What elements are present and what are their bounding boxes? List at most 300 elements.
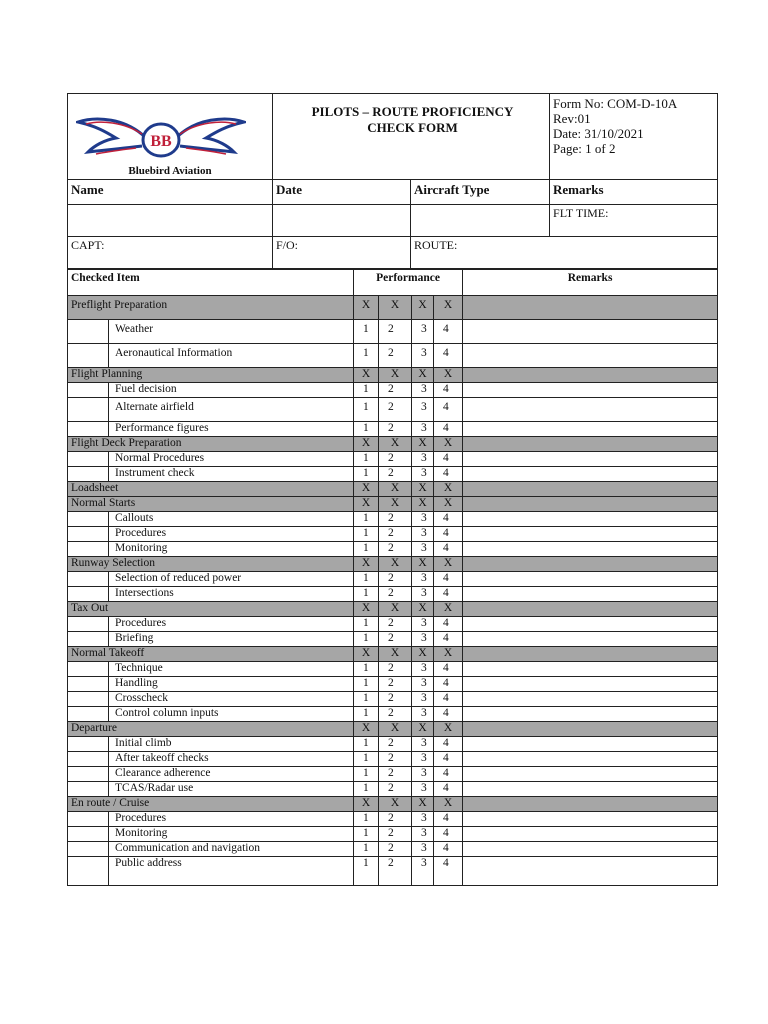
item-label: After takeoff checks — [109, 752, 354, 767]
item-label: Handling — [109, 677, 354, 692]
section-remarks-cell[interactable] — [463, 722, 718, 737]
section-mark: X — [434, 602, 463, 617]
item-remarks-cell[interactable] — [463, 320, 718, 344]
rating-option[interactable]: 1 — [354, 587, 379, 602]
item-remarks-cell[interactable] — [463, 512, 718, 527]
item-row — [68, 617, 718, 632]
item-label: Monitoring — [109, 827, 354, 842]
section-mark: X — [354, 296, 379, 320]
rating-option[interactable]: 3 — [412, 467, 434, 482]
item-label: Procedures — [109, 617, 354, 632]
rating-option[interactable]: 3 — [412, 812, 434, 827]
rating-option[interactable]: 2 — [379, 737, 412, 752]
checklist-table — [67, 269, 718, 886]
rating-option[interactable]: 4 — [434, 587, 463, 602]
indent-cell — [68, 707, 109, 722]
item-label: Procedures — [109, 812, 354, 827]
indent-cell — [68, 320, 109, 344]
item-remarks-cell[interactable] — [463, 767, 718, 782]
rating-option[interactable]: 4 — [434, 467, 463, 482]
item-label: Technique — [109, 662, 354, 677]
rating-option[interactable]: 1 — [354, 782, 379, 797]
rating-option[interactable]: 1 — [354, 320, 379, 344]
rating-option[interactable]: 3 — [412, 398, 434, 422]
route-field[interactable]: ROUTE: — [411, 237, 718, 269]
item-row — [68, 857, 718, 886]
rating-option[interactable]: 4 — [434, 617, 463, 632]
section-row — [68, 797, 718, 812]
rating-option[interactable]: 4 — [434, 677, 463, 692]
form-page: Page: 1 of 2 — [553, 141, 616, 156]
rating-option[interactable]: 2 — [379, 422, 412, 437]
form-number: Form No: COM-D-10A — [553, 96, 678, 111]
rating-option[interactable]: 1 — [354, 812, 379, 827]
rating-option[interactable]: 2 — [379, 572, 412, 587]
rating-option[interactable]: 4 — [434, 383, 463, 398]
rating-option[interactable]: 1 — [354, 662, 379, 677]
rating-option[interactable]: 2 — [379, 467, 412, 482]
section-remarks-cell[interactable] — [463, 647, 718, 662]
section-mark: X — [379, 557, 412, 572]
section-mark: X — [434, 482, 463, 497]
rating-option[interactable]: 3 — [412, 542, 434, 557]
section-mark: X — [412, 497, 434, 512]
item-label: Briefing — [109, 632, 354, 647]
section-mark: X — [434, 722, 463, 737]
logo-monogram: BB — [150, 133, 172, 150]
aircraft-type-heading: Aircraft Type — [411, 180, 550, 205]
section-mark: X — [354, 722, 379, 737]
rating-option[interactable]: 4 — [434, 662, 463, 677]
section-remarks-cell[interactable] — [463, 557, 718, 572]
item-row — [68, 467, 718, 482]
item-remarks-cell[interactable] — [463, 422, 718, 437]
item-label: Crosscheck — [109, 692, 354, 707]
section-mark: X — [412, 797, 434, 812]
rating-option[interactable]: 4 — [434, 782, 463, 797]
rating-option[interactable]: 2 — [379, 452, 412, 467]
date-heading: Date — [273, 180, 411, 205]
section-mark: X — [354, 437, 379, 452]
rating-option[interactable]: 3 — [412, 512, 434, 527]
item-remarks-cell[interactable] — [463, 344, 718, 368]
section-mark: X — [354, 497, 379, 512]
remarks-column-heading: Remarks — [463, 270, 718, 296]
rating-option[interactable]: 2 — [379, 542, 412, 557]
section-mark: X — [412, 722, 434, 737]
section-mark: X — [434, 557, 463, 572]
rating-option[interactable]: 1 — [354, 752, 379, 767]
item-label: Intersections — [109, 587, 354, 602]
rating-option[interactable]: 1 — [354, 542, 379, 557]
rating-option[interactable]: 3 — [412, 842, 434, 857]
indent-cell — [68, 572, 109, 587]
section-mark: X — [434, 797, 463, 812]
rating-option[interactable]: 1 — [354, 737, 379, 752]
rating-option[interactable]: 3 — [412, 677, 434, 692]
indent-cell — [68, 752, 109, 767]
section-remarks-cell[interactable] — [463, 437, 718, 452]
rating-option[interactable]: 3 — [412, 383, 434, 398]
indent-cell — [68, 767, 109, 782]
item-remarks-cell[interactable] — [463, 617, 718, 632]
section-mark: X — [379, 722, 412, 737]
section-title: Runway Selection — [68, 557, 354, 572]
section-remarks-cell[interactable] — [463, 497, 718, 512]
form-date: Date: 31/10/2021 — [553, 126, 644, 141]
rating-option[interactable]: 4 — [434, 857, 463, 886]
item-remarks-cell[interactable] — [463, 692, 718, 707]
item-row — [68, 344, 718, 368]
indent-cell — [68, 617, 109, 632]
rating-option[interactable]: 4 — [434, 527, 463, 542]
rating-option[interactable]: 3 — [412, 632, 434, 647]
section-row — [68, 482, 718, 497]
item-label: Control column inputs — [109, 707, 354, 722]
rating-option[interactable]: 2 — [379, 527, 412, 542]
section-row — [68, 437, 718, 452]
item-remarks-cell[interactable] — [463, 572, 718, 587]
item-remarks-cell[interactable] — [463, 782, 718, 797]
section-mark: X — [379, 296, 412, 320]
rating-option[interactable]: 2 — [379, 344, 412, 368]
item-remarks-cell[interactable] — [463, 827, 718, 842]
item-remarks-cell[interactable] — [463, 812, 718, 827]
company-name: Bluebird Aviation — [128, 165, 212, 177]
rating-option[interactable]: 2 — [379, 587, 412, 602]
section-remarks-cell[interactable] — [463, 797, 718, 812]
rating-option[interactable]: 2 — [379, 842, 412, 857]
section-mark: X — [354, 602, 379, 617]
name-field[interactable] — [68, 205, 273, 237]
date-field[interactable] — [273, 205, 411, 237]
item-row — [68, 542, 718, 557]
rating-option[interactable]: 3 — [412, 692, 434, 707]
rating-option[interactable]: 3 — [412, 737, 434, 752]
section-mark: X — [412, 557, 434, 572]
rating-option[interactable]: 3 — [412, 782, 434, 797]
indent-cell — [68, 587, 109, 602]
item-label: Normal Procedures — [109, 452, 354, 467]
rating-option[interactable]: 2 — [379, 707, 412, 722]
indent-cell — [68, 812, 109, 827]
section-mark: X — [412, 647, 434, 662]
section-title: Flight Planning — [68, 368, 354, 383]
form-info — [550, 94, 718, 180]
indent-cell — [68, 662, 109, 677]
section-mark: X — [412, 602, 434, 617]
indent-cell — [68, 677, 109, 692]
section-remarks-cell[interactable] — [463, 368, 718, 383]
indent-cell — [68, 467, 109, 482]
indent-cell — [68, 383, 109, 398]
rating-option[interactable]: 2 — [379, 677, 412, 692]
rating-option[interactable]: 3 — [412, 344, 434, 368]
rating-option[interactable]: 4 — [434, 767, 463, 782]
rating-option[interactable]: 2 — [379, 383, 412, 398]
section-mark: X — [412, 437, 434, 452]
section-mark: X — [379, 482, 412, 497]
item-label: Alternate airfield — [109, 398, 354, 422]
rating-option[interactable]: 3 — [412, 587, 434, 602]
indent-cell — [68, 737, 109, 752]
item-remarks-cell[interactable] — [463, 467, 718, 482]
item-label: Callouts — [109, 512, 354, 527]
section-mark: X — [379, 797, 412, 812]
rating-option[interactable]: 1 — [354, 617, 379, 632]
item-remarks-cell[interactable] — [463, 707, 718, 722]
form-title-line2: CHECK FORM — [367, 120, 458, 135]
item-remarks-cell[interactable] — [463, 383, 718, 398]
section-mark: X — [379, 602, 412, 617]
aircraft-type-field[interactable] — [411, 205, 550, 237]
rating-option[interactable]: 4 — [434, 752, 463, 767]
rating-option[interactable]: 4 — [434, 422, 463, 437]
rating-option[interactable]: 2 — [379, 857, 412, 886]
rating-option[interactable]: 1 — [354, 344, 379, 368]
item-label: Aeronautical Information — [109, 344, 354, 368]
item-row — [68, 527, 718, 542]
section-row — [68, 497, 718, 512]
section-title: Departure — [68, 722, 354, 737]
section-row — [68, 557, 718, 572]
rating-option[interactable]: 1 — [354, 422, 379, 437]
rating-option[interactable]: 3 — [412, 572, 434, 587]
indent-cell — [68, 398, 109, 422]
item-row — [68, 512, 718, 527]
indent-cell — [68, 422, 109, 437]
rating-option[interactable]: 4 — [434, 452, 463, 467]
rating-option[interactable]: 1 — [354, 767, 379, 782]
section-row — [68, 368, 718, 383]
name-heading: Name — [68, 180, 273, 205]
logo-cell — [68, 94, 273, 180]
rating-option[interactable]: 4 — [434, 842, 463, 857]
item-remarks-cell[interactable] — [463, 737, 718, 752]
section-title: En route / Cruise — [68, 797, 354, 812]
rating-option[interactable]: 2 — [379, 752, 412, 767]
rating-option[interactable]: 2 — [379, 812, 412, 827]
item-row — [68, 842, 718, 857]
item-remarks-cell[interactable] — [463, 857, 718, 886]
item-row — [68, 677, 718, 692]
item-label: Procedures — [109, 527, 354, 542]
rating-option[interactable]: 3 — [412, 752, 434, 767]
section-mark: X — [434, 296, 463, 320]
rating-option[interactable]: 1 — [354, 383, 379, 398]
rating-option[interactable]: 2 — [379, 692, 412, 707]
rating-option[interactable]: 1 — [354, 398, 379, 422]
item-label: Performance figures — [109, 422, 354, 437]
form-title-line1: PILOTS – ROUTE PROFICIENCY — [311, 104, 514, 119]
rating-option[interactable]: 4 — [434, 320, 463, 344]
rating-option[interactable]: 4 — [434, 572, 463, 587]
indent-cell — [68, 782, 109, 797]
item-label: Clearance adherence — [109, 767, 354, 782]
rating-option[interactable]: 2 — [379, 398, 412, 422]
item-row — [68, 320, 718, 344]
rating-option[interactable]: 4 — [434, 512, 463, 527]
rating-option[interactable]: 4 — [434, 692, 463, 707]
item-label: Monitoring — [109, 542, 354, 557]
section-title: Tax Out — [68, 602, 354, 617]
item-label: Weather — [109, 320, 354, 344]
form-revision: Rev:01 — [553, 111, 591, 126]
item-remarks-cell[interactable] — [463, 662, 718, 677]
item-remarks-cell[interactable] — [463, 587, 718, 602]
rating-option[interactable]: 3 — [412, 707, 434, 722]
rating-option[interactable]: 2 — [379, 662, 412, 677]
rating-option[interactable]: 1 — [354, 572, 379, 587]
rating-option[interactable]: 2 — [379, 767, 412, 782]
section-mark: X — [379, 368, 412, 383]
item-row — [68, 398, 718, 422]
check-form — [67, 93, 717, 886]
section-mark: X — [379, 647, 412, 662]
performance-heading: Performance — [354, 270, 463, 296]
section-mark: X — [412, 296, 434, 320]
rating-option[interactable]: 4 — [434, 632, 463, 647]
item-label: Instrument check — [109, 467, 354, 482]
rating-option[interactable]: 4 — [434, 344, 463, 368]
item-row — [68, 692, 718, 707]
rating-option[interactable]: 4 — [434, 827, 463, 842]
section-remarks-cell[interactable] — [463, 296, 718, 320]
item-remarks-cell[interactable] — [463, 842, 718, 857]
item-row — [68, 452, 718, 467]
rating-option[interactable]: 2 — [379, 632, 412, 647]
section-mark: X — [379, 437, 412, 452]
indent-cell — [68, 827, 109, 842]
rating-option[interactable]: 2 — [379, 512, 412, 527]
indent-cell — [68, 692, 109, 707]
item-label: Fuel decision — [109, 383, 354, 398]
indent-cell — [68, 632, 109, 647]
rating-option[interactable]: 3 — [412, 422, 434, 437]
item-label: Initial climb — [109, 737, 354, 752]
rating-option[interactable]: 1 — [354, 827, 379, 842]
indent-cell — [68, 344, 109, 368]
checklist-header-row — [68, 270, 718, 296]
rating-option[interactable]: 3 — [412, 452, 434, 467]
indent-cell — [68, 527, 109, 542]
rating-option[interactable]: 4 — [434, 542, 463, 557]
rating-option[interactable]: 4 — [434, 398, 463, 422]
section-mark: X — [434, 368, 463, 383]
item-row — [68, 782, 718, 797]
item-row — [68, 383, 718, 398]
section-title: Loadsheet — [68, 482, 354, 497]
item-remarks-cell[interactable] — [463, 527, 718, 542]
rating-option[interactable]: 3 — [412, 527, 434, 542]
item-remarks-cell[interactable] — [463, 452, 718, 467]
section-row — [68, 602, 718, 617]
section-mark: X — [354, 368, 379, 383]
rating-option[interactable]: 2 — [379, 782, 412, 797]
item-row — [68, 767, 718, 782]
indent-cell — [68, 842, 109, 857]
item-row — [68, 422, 718, 437]
rating-option[interactable]: 1 — [354, 452, 379, 467]
item-remarks-cell[interactable] — [463, 398, 718, 422]
rating-option[interactable]: 1 — [354, 632, 379, 647]
rating-option[interactable]: 3 — [412, 827, 434, 842]
section-title: Preflight Preparation — [68, 296, 354, 320]
section-title: Flight Deck Preparation — [68, 437, 354, 452]
section-row — [68, 722, 718, 737]
indent-cell — [68, 512, 109, 527]
section-remarks-cell[interactable] — [463, 602, 718, 617]
item-label: Public address — [109, 857, 354, 886]
flt-time-field[interactable]: FLT TIME: — [550, 205, 718, 237]
item-row — [68, 572, 718, 587]
remarks-heading: Remarks — [550, 180, 718, 205]
indent-cell — [68, 857, 109, 886]
rating-option[interactable]: 1 — [354, 692, 379, 707]
item-remarks-cell[interactable] — [463, 752, 718, 767]
section-mark: X — [434, 497, 463, 512]
rating-option[interactable]: 1 — [354, 527, 379, 542]
section-mark: X — [354, 482, 379, 497]
rating-option[interactable]: 1 — [354, 707, 379, 722]
item-row — [68, 737, 718, 752]
form-title — [273, 94, 550, 180]
item-label: Communication and navigation — [109, 842, 354, 857]
item-remarks-cell[interactable] — [463, 677, 718, 692]
indent-cell — [68, 452, 109, 467]
section-mark: X — [412, 482, 434, 497]
item-row — [68, 827, 718, 842]
rating-option[interactable]: 1 — [354, 467, 379, 482]
fo-field[interactable]: F/O: — [273, 237, 411, 269]
rating-option[interactable]: 4 — [434, 707, 463, 722]
section-mark: X — [354, 557, 379, 572]
item-row — [68, 707, 718, 722]
rating-option[interactable]: 3 — [412, 320, 434, 344]
checked-item-heading: Checked Item — [68, 270, 354, 296]
section-remarks-cell[interactable] — [463, 482, 718, 497]
rating-option[interactable]: 4 — [434, 737, 463, 752]
section-mark: X — [412, 368, 434, 383]
rating-option[interactable]: 1 — [354, 512, 379, 527]
rating-option[interactable]: 2 — [379, 617, 412, 632]
rating-option[interactable]: 1 — [354, 842, 379, 857]
section-mark: X — [354, 647, 379, 662]
rating-option[interactable]: 1 — [354, 857, 379, 886]
section-row — [68, 296, 718, 320]
indent-cell — [68, 542, 109, 557]
item-row — [68, 812, 718, 827]
item-label: TCAS/Radar use — [109, 782, 354, 797]
rating-option[interactable]: 3 — [412, 857, 434, 886]
section-title: Normal Takeoff — [68, 647, 354, 662]
rating-option[interactable]: 3 — [412, 767, 434, 782]
rating-option[interactable]: 3 — [412, 662, 434, 677]
section-mark: X — [354, 797, 379, 812]
item-remarks-cell[interactable] — [463, 632, 718, 647]
item-remarks-cell[interactable] — [463, 542, 718, 557]
capt-field[interactable]: CAPT: — [68, 237, 273, 269]
section-row — [68, 647, 718, 662]
rating-option[interactable]: 2 — [379, 320, 412, 344]
rating-option[interactable]: 2 — [379, 827, 412, 842]
rating-option[interactable]: 3 — [412, 617, 434, 632]
bluebird-wings-logo — [76, 108, 246, 168]
rating-option[interactable]: 1 — [354, 677, 379, 692]
item-row — [68, 662, 718, 677]
section-mark: X — [434, 647, 463, 662]
rating-option[interactable]: 4 — [434, 812, 463, 827]
